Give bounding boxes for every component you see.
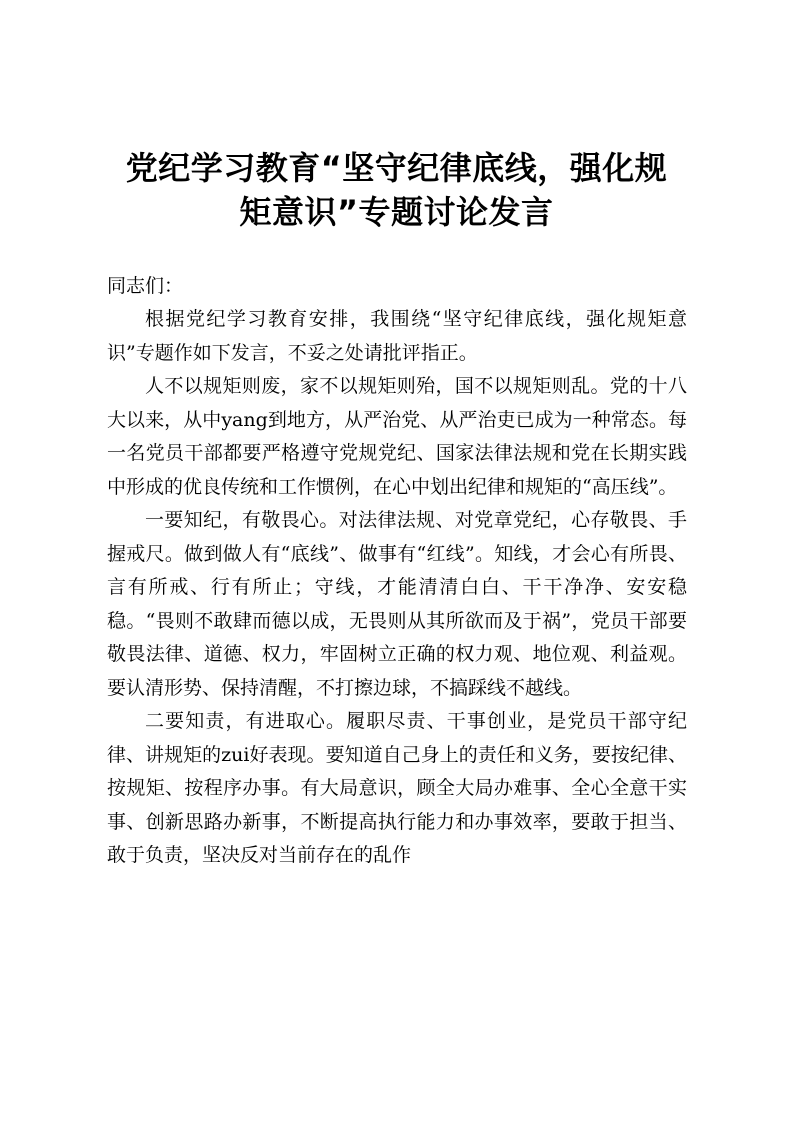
document-body xyxy=(107,270,687,873)
paragraph-rules: 人不以规矩则废，家不以规矩则殆，国不以规矩则乱。党的十八大以来，从中yang到地方，从严治党、从严治吏已成为一种常态。每一名党员干部都要严格遵守党规党纪、国家法律法规和党在长期实践中形成的优良传统和工作惯例，在心中划出纪律和规矩的“高压线”。 xyxy=(107,375,687,498)
title-line-2: 矩意识”专题讨论发言 xyxy=(239,193,554,231)
salutation: 同志们： xyxy=(107,275,184,297)
paragraph-intro: 根据党纪学习教育安排，我围绕“坚守纪律底线，强化规矩意识”专题作如下发言，不妥之处请批评指正。 xyxy=(107,308,687,364)
title-line-1: 党纪学习教育“坚守纪律底线，强化规 xyxy=(125,149,668,187)
document-title xyxy=(90,146,703,234)
paragraph-know-discipline: 一要知纪，有敬畏心。对法律法规、对党章党纪，心存敬畏、手握戒尺。做到做人有“底线”、做事有“红线”。知线，才会心有所畏、言有所戒、行有所止；守线，才能清清白白、干干净净、安安稳稳。“畏则不敢肆而德以成，无畏则从其所欲而及于祸”，党员干部要敬畏法律、道德、权力，牢固树立正确的权力观、地位观、利益观。要认清形势、保持清醒，不打擦边球，不搞踩线不越线。 xyxy=(107,509,687,699)
paragraph-know-duty: 二要知责，有进取心。履职尽责、干事创业，是党员干部守纪律、讲规矩的zui好表现。要知道自己身上的责任和义务，要按纪律、按规矩、按程序办事。有大局意识，顾全大局办难事、全心全意干实事、创新思路办新事，不断提高执行能力和办事效率，要敢于担当、敢于负责，坚决反对当前存在的乱作 xyxy=(107,710,687,866)
